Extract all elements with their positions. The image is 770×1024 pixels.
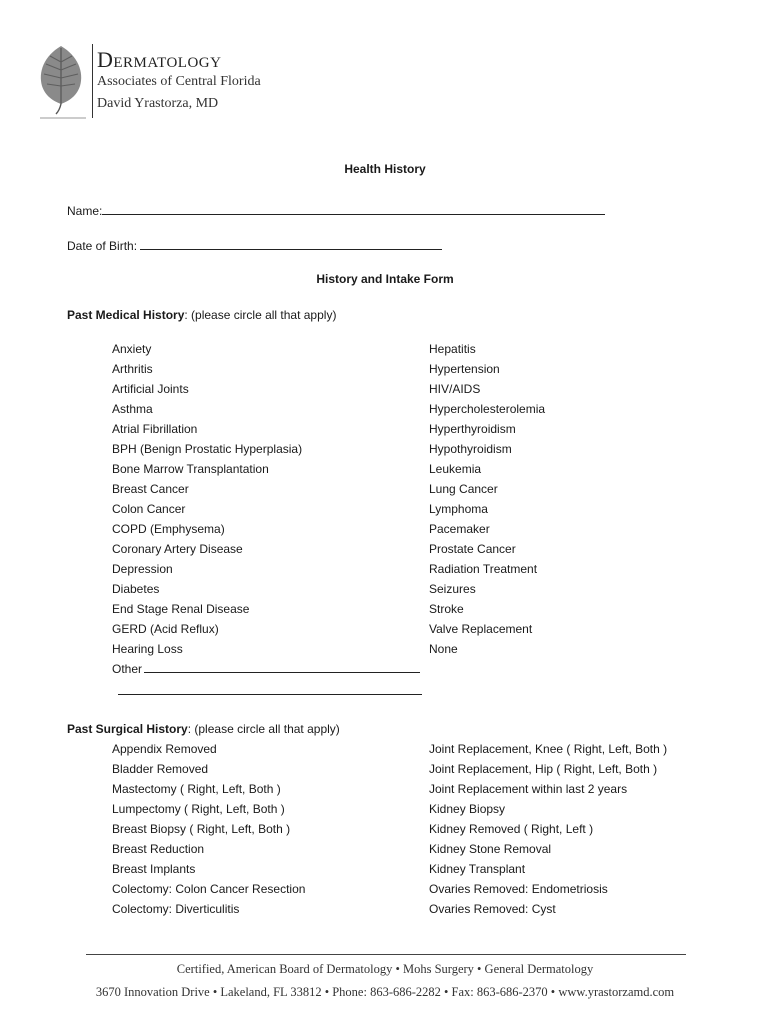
medical-condition-option[interactable]: GERD (Acid Reflux) xyxy=(112,622,219,636)
footer-credentials: Certified, American Board of Dermatology • Mohs Surgery • General Dermatology xyxy=(176,962,594,976)
surgical-procedure-option[interactable]: Joint Replacement, Knee ( Right, Left, Both ) xyxy=(429,742,668,756)
name-field-row xyxy=(67,202,605,218)
medical-history-left-column xyxy=(112,339,420,679)
medical-condition-option[interactable]: Seizures xyxy=(429,582,476,596)
medical-condition-option[interactable]: Hepatitis xyxy=(429,342,476,356)
medical-condition-option[interactable]: Hypothyroidism xyxy=(429,442,512,456)
other-label: Other xyxy=(112,662,143,676)
surgical-procedure-option[interactable]: Colectomy: Colon Cancer Resection xyxy=(112,882,306,896)
medical-condition-option[interactable]: None xyxy=(429,642,458,656)
medical-condition-option[interactable]: Hearing Loss xyxy=(112,642,183,656)
medical-condition-option[interactable]: Hyperthyroidism xyxy=(429,422,516,436)
medical-condition-option[interactable]: Asthma xyxy=(112,402,153,416)
medical-condition-option[interactable]: Lung Cancer xyxy=(429,482,498,496)
surgical-procedure-option[interactable]: Breast Reduction xyxy=(112,842,205,856)
medical-condition-option[interactable]: Pacemaker xyxy=(429,522,490,536)
doctor-name: David Yrastorza, MD xyxy=(97,96,219,111)
surgical-procedure-option[interactable]: Appendix Removed xyxy=(112,742,217,756)
medical-condition-option[interactable]: Anxiety xyxy=(112,342,152,356)
medical-condition-option[interactable]: COPD (Emphysema) xyxy=(112,522,225,536)
name-field[interactable] xyxy=(102,202,605,215)
medical-history-instruction: : (please circle all that apply) xyxy=(184,308,337,322)
surgical-history-label: Past Surgical History xyxy=(67,722,188,736)
intake-title: History and Intake Form xyxy=(316,272,454,286)
surgical-procedure-option[interactable]: Kidney Stone Removal xyxy=(429,842,552,856)
medical-condition-option[interactable]: Breast Cancer xyxy=(112,482,189,496)
medical-history-right-column xyxy=(429,339,545,659)
other-condition-field[interactable] xyxy=(144,660,420,673)
surgical-procedure-option[interactable]: Bladder Removed xyxy=(112,762,209,776)
medical-condition-option[interactable]: Valve Replacement xyxy=(429,622,533,636)
surgical-procedure-option[interactable]: Joint Replacement, Hip ( Right, Left, Both ) xyxy=(429,762,658,776)
name-label: Name: xyxy=(67,204,103,218)
medical-condition-option[interactable]: Hypertension xyxy=(429,362,500,376)
other-condition-row xyxy=(112,659,420,679)
medical-condition-option[interactable]: BPH (Benign Prostatic Hyperplasia) xyxy=(112,442,303,456)
dob-field[interactable] xyxy=(140,237,442,250)
medical-condition-option[interactable]: HIV/AIDS xyxy=(429,382,481,396)
surgical-procedure-option[interactable]: Kidney Biopsy xyxy=(429,802,506,816)
dob-field-row xyxy=(67,237,442,253)
surgical-history-heading xyxy=(67,722,340,736)
medical-condition-option[interactable]: Depression xyxy=(112,562,173,576)
surgical-procedure-option[interactable]: Joint Replacement within last 2 years xyxy=(429,782,628,796)
surgical-procedure-option[interactable]: Lumpectomy ( Right, Left, Both ) xyxy=(112,802,285,816)
medical-condition-option[interactable]: Atrial Fibrillation xyxy=(112,422,198,436)
footer-contact: 3670 Innovation Drive • Lakeland, FL 33812 • Phone: 863-686-2282 • Fax: 863-686-2370 • www.yrastorzamd.com xyxy=(95,985,675,999)
dob-label: Date of Birth: xyxy=(67,239,138,253)
medical-condition-option[interactable]: Lymphoma xyxy=(429,502,488,516)
surgical-procedure-option[interactable]: Breast Implants xyxy=(112,862,196,876)
letterhead xyxy=(97,48,261,113)
practice-name: Dermatology xyxy=(97,47,222,72)
medical-condition-option[interactable]: End Stage Renal Disease xyxy=(112,602,250,616)
practice-subtitle: Associates of Central Florida xyxy=(97,74,261,89)
medical-history-label: Past Medical History xyxy=(67,308,185,322)
logo-divider xyxy=(92,44,93,118)
surgical-procedure-option[interactable]: Colectomy: Diverticulitis xyxy=(112,902,240,916)
medical-condition-option[interactable]: Leukemia xyxy=(429,462,482,476)
medical-condition-option[interactable]: Colon Cancer xyxy=(112,502,186,516)
medical-condition-option[interactable]: Coronary Artery Disease xyxy=(112,542,243,556)
other-continuation-line[interactable] xyxy=(118,694,422,695)
surgical-procedure-option[interactable]: Kidney Removed ( Right, Left ) xyxy=(429,822,594,836)
surgical-history-left-column xyxy=(112,739,305,919)
medical-condition-option[interactable]: Bone Marrow Transplantation xyxy=(112,462,269,476)
surgical-history-instruction: : (please circle all that apply) xyxy=(187,722,340,736)
medical-condition-option[interactable]: Radiation Treatment xyxy=(429,562,538,576)
medical-condition-option[interactable]: Arthritis xyxy=(112,362,153,376)
medical-condition-option[interactable]: Stroke xyxy=(429,602,464,616)
page-title: Health History xyxy=(344,162,426,176)
footer-divider xyxy=(86,954,686,955)
surgical-procedure-option[interactable]: Kidney Transplant xyxy=(429,862,526,876)
surgical-procedure-option[interactable]: Ovaries Removed: Endometriosis xyxy=(429,882,608,896)
leaf-logo-icon xyxy=(32,42,90,120)
surgical-procedure-option[interactable]: Breast Biopsy ( Right, Left, Both ) xyxy=(112,822,291,836)
medical-history-heading xyxy=(67,308,336,322)
medical-condition-option[interactable]: Prostate Cancer xyxy=(429,542,516,556)
surgical-procedure-option[interactable]: Ovaries Removed: Cyst xyxy=(429,902,556,916)
surgical-history-right-column xyxy=(429,739,667,919)
medical-condition-option[interactable]: Artificial Joints xyxy=(112,382,189,396)
medical-condition-option[interactable]: Hypercholesterolemia xyxy=(429,402,546,416)
surgical-procedure-option[interactable]: Mastectomy ( Right, Left, Both ) xyxy=(112,782,281,796)
medical-condition-option[interactable]: Diabetes xyxy=(112,582,160,596)
